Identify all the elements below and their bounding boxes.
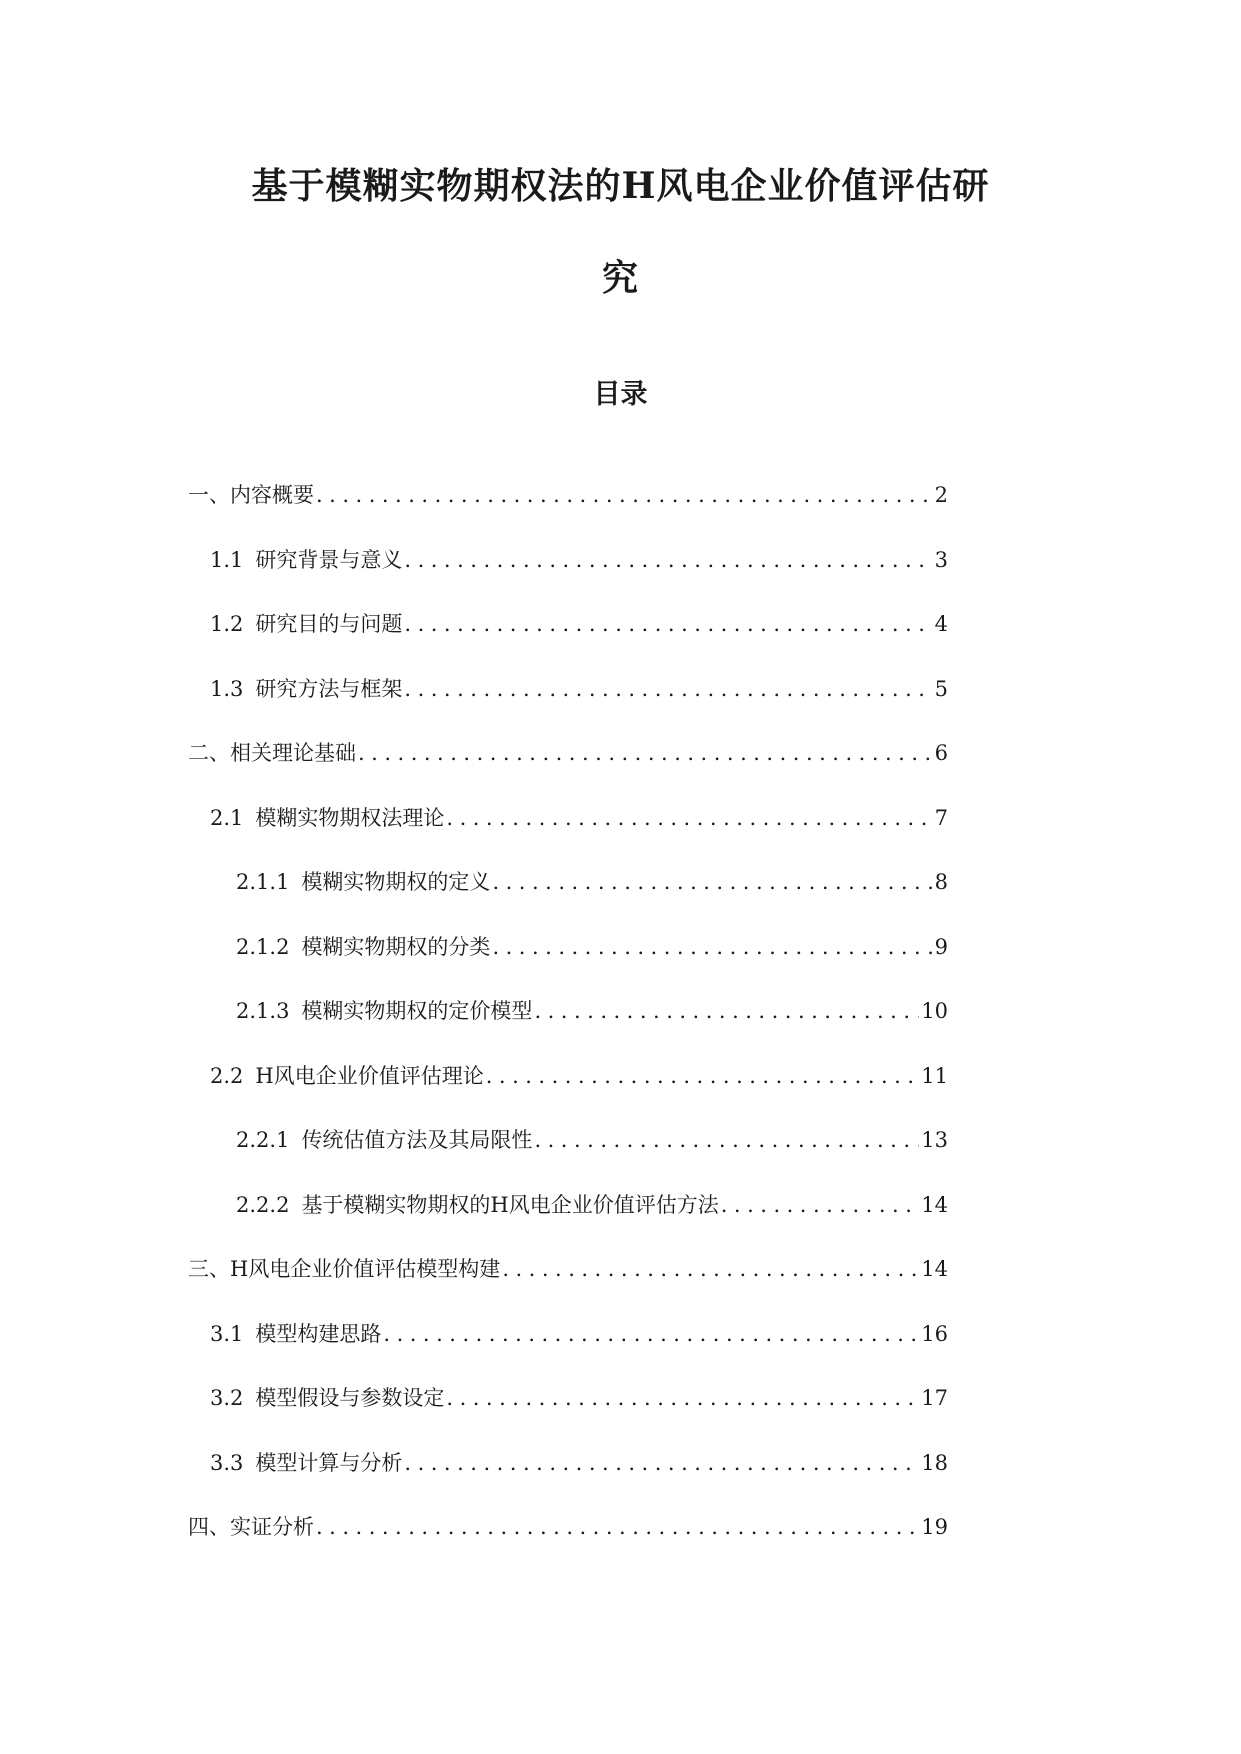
toc-entry-page-number: 17 bbox=[921, 1386, 948, 1410]
toc-entry-page-number: 7 bbox=[934, 806, 948, 830]
toc-entry-label: 模糊实物期权的分类 bbox=[301, 935, 491, 959]
toc-entry-page-number: 4 bbox=[934, 612, 948, 636]
toc-dot-leader bbox=[534, 1123, 919, 1157]
toc-entry-number: 1.1 bbox=[210, 548, 244, 572]
toc-dot-leader bbox=[316, 1510, 919, 1544]
toc-entry-number: 3.3 bbox=[210, 1451, 244, 1475]
toc-entry-page-number: 3 bbox=[934, 548, 948, 572]
toc-entry[interactable] bbox=[210, 1446, 948, 1480]
toc-entry[interactable] bbox=[188, 1252, 948, 1286]
toc-entry[interactable] bbox=[236, 930, 948, 964]
toc-dot-leader bbox=[486, 1059, 920, 1093]
toc-entry[interactable] bbox=[188, 736, 948, 770]
toc-dot-leader bbox=[358, 736, 933, 770]
toc-entry[interactable] bbox=[188, 1510, 948, 1544]
toc-entry-number: 2.2.2 bbox=[236, 1193, 290, 1217]
toc-entry[interactable] bbox=[236, 1188, 948, 1222]
toc-entry-page-number: 13 bbox=[921, 1128, 948, 1152]
toc-entry[interactable] bbox=[236, 994, 948, 1028]
toc-entry-label: 研究背景与意义 bbox=[255, 548, 403, 572]
toc-entry-number: 2.2 bbox=[210, 1064, 244, 1088]
toc-entry-label: 一、内容概要 bbox=[188, 483, 314, 507]
toc-entry-page-number: 2 bbox=[934, 483, 948, 507]
toc-dot-leader bbox=[404, 1446, 919, 1480]
toc-entry-page-number: 19 bbox=[921, 1515, 948, 1539]
toc-entry-number: 2.1.2 bbox=[236, 935, 290, 959]
toc-entry-label: 传统估值方法及其局限性 bbox=[301, 1128, 533, 1152]
toc-entry[interactable] bbox=[210, 801, 948, 835]
toc-dot-leader bbox=[316, 478, 933, 512]
toc-entry-page-number: 14 bbox=[921, 1193, 948, 1217]
toc-entry[interactable] bbox=[210, 1381, 948, 1415]
toc-entry-label: 模糊实物期权的定价模型 bbox=[301, 999, 533, 1023]
toc-entry-label: 三、H风电企业价值评估模型构建 bbox=[188, 1257, 501, 1281]
toc-dot-leader bbox=[404, 543, 932, 577]
toc-entry-number: 3.2 bbox=[210, 1386, 244, 1410]
toc-dot-leader bbox=[492, 865, 932, 899]
document-title-line-1: 基于模糊实物期权法的H风电企业价值评估研 bbox=[251, 165, 990, 207]
toc-dot-leader bbox=[492, 930, 932, 964]
toc-entry-page-number: 18 bbox=[921, 1451, 948, 1475]
toc-entry-page-number: 5 bbox=[934, 677, 948, 701]
toc-entry-label: 模糊实物期权法理论 bbox=[255, 806, 445, 830]
toc-entry-page-number: 10 bbox=[921, 999, 948, 1023]
toc-entry[interactable] bbox=[210, 607, 948, 641]
toc-entry-label: 二、相关理论基础 bbox=[188, 741, 356, 765]
toc-entry-label: 模糊实物期权的定义 bbox=[301, 870, 491, 894]
toc-entry-page-number: 14 bbox=[921, 1257, 948, 1281]
toc-entry-page-number: 11 bbox=[921, 1064, 948, 1088]
toc-entry[interactable] bbox=[210, 1059, 948, 1093]
toc-dot-leader bbox=[534, 994, 919, 1028]
toc-entry-number: 3.1 bbox=[210, 1322, 244, 1346]
toc-entry-label: 基于模糊实物期权的H风电企业价值评估方法 bbox=[301, 1193, 719, 1217]
toc-dot-leader bbox=[446, 801, 932, 835]
toc-entry-label: 模型构建思路 bbox=[255, 1322, 382, 1346]
toc-dot-leader bbox=[404, 672, 932, 706]
toc-entry[interactable] bbox=[210, 672, 948, 706]
toc-entry-label: 四、实证分析 bbox=[188, 1515, 314, 1539]
toc-entry[interactable] bbox=[188, 478, 948, 512]
toc-dot-leader bbox=[446, 1381, 919, 1415]
toc-entry-page-number: 9 bbox=[934, 935, 948, 959]
toc-entry[interactable] bbox=[210, 543, 948, 577]
toc-entry-number: 2.2.1 bbox=[236, 1128, 290, 1152]
toc-dot-leader bbox=[404, 607, 932, 641]
toc-entry-page-number: 8 bbox=[934, 870, 948, 894]
toc-entry-number: 2.1.3 bbox=[236, 999, 290, 1023]
toc-entry-number: 2.1.1 bbox=[236, 870, 290, 894]
document-title bbox=[190, 140, 1051, 324]
toc-entry-page-number: 16 bbox=[921, 1322, 948, 1346]
toc-entry-label: H风电企业价值评估理论 bbox=[255, 1064, 484, 1088]
toc-entry-number: 2.1 bbox=[210, 806, 244, 830]
toc-entry-label: 研究目的与问题 bbox=[255, 612, 403, 636]
toc-entry-number: 1.3 bbox=[210, 677, 244, 701]
toc-entry-label: 模型假设与参数设定 bbox=[255, 1386, 445, 1410]
toc-entry-label: 模型计算与分析 bbox=[255, 1451, 403, 1475]
toc-entry[interactable] bbox=[236, 1123, 948, 1157]
toc-entry-page-number: 6 bbox=[934, 741, 948, 765]
toc-entry-number: 1.2 bbox=[210, 612, 244, 636]
toc-entry-label: 研究方法与框架 bbox=[255, 677, 403, 701]
toc-dot-leader bbox=[383, 1317, 919, 1351]
toc-entry[interactable] bbox=[210, 1317, 948, 1351]
toc-dot-leader bbox=[502, 1252, 919, 1286]
toc-dot-leader bbox=[721, 1188, 920, 1222]
toc-heading: 目录 bbox=[593, 379, 648, 410]
toc-entry[interactable] bbox=[236, 865, 948, 899]
document-title-line-2: 究 bbox=[601, 257, 639, 299]
